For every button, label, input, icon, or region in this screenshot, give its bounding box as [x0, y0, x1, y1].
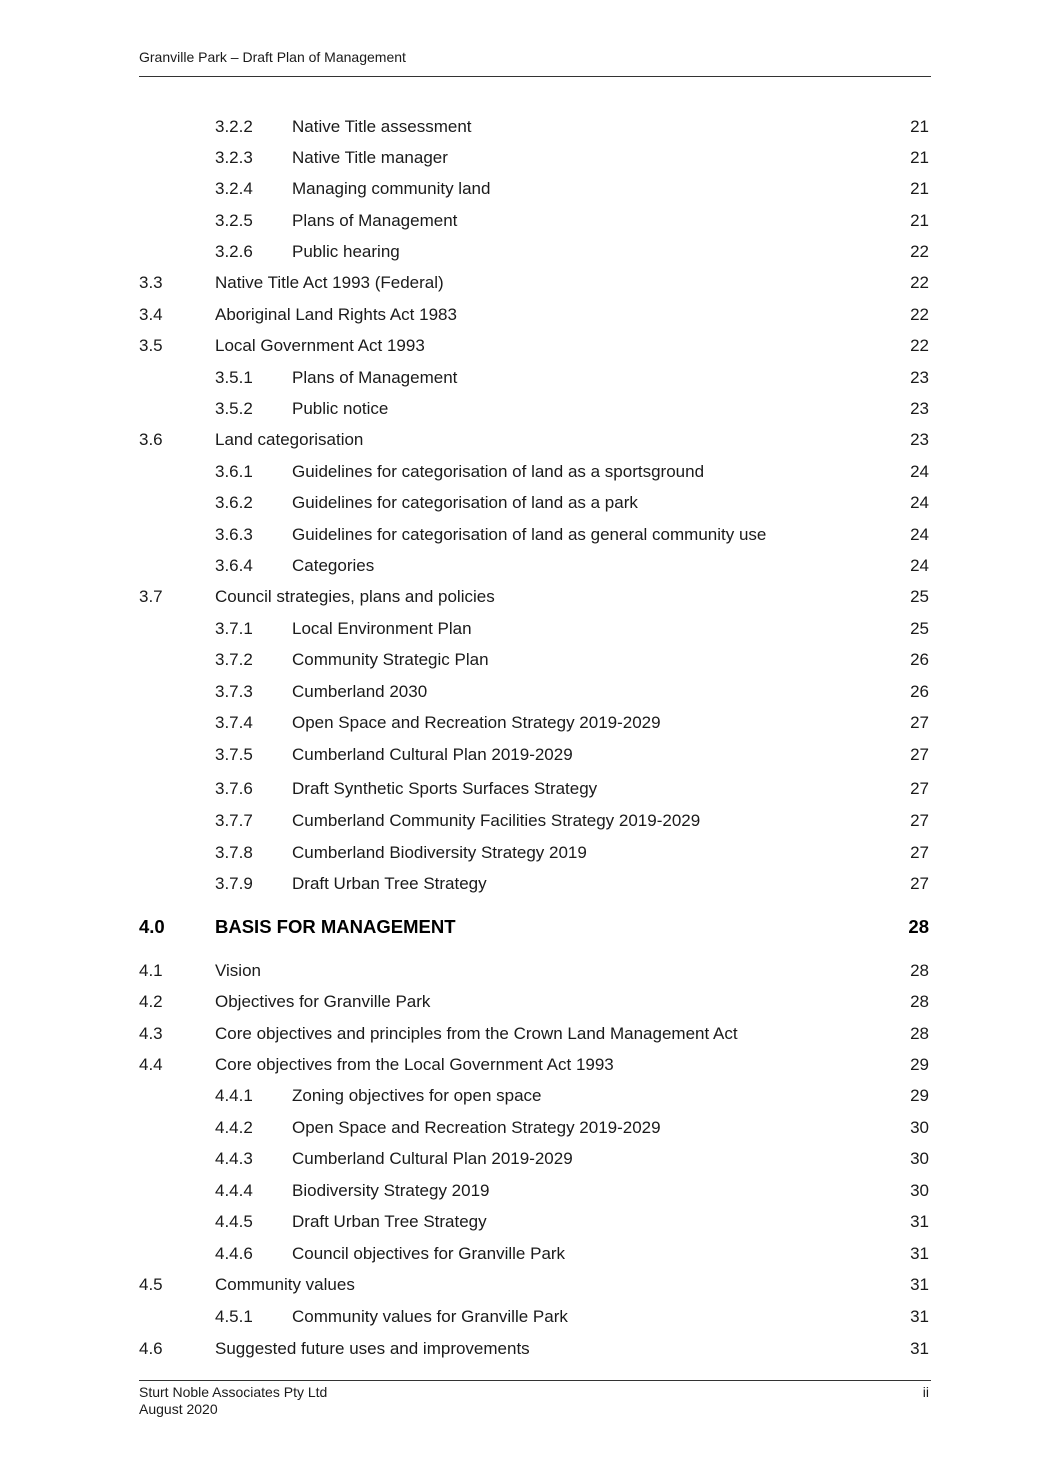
toc-entry[interactable] — [0, 711, 1041, 735]
toc-number: 3.3 — [139, 273, 163, 292]
toc-number: 4.0 — [139, 916, 165, 937]
toc-page: 31 — [910, 1244, 929, 1263]
toc-page: 30 — [910, 1181, 929, 1200]
toc-entry[interactable] — [0, 428, 1041, 452]
toc-number: 3.7.3 — [215, 682, 253, 701]
toc-title: Aboriginal Land Rights Act 1983 — [215, 305, 457, 324]
toc-entry[interactable] — [0, 841, 1041, 865]
toc-number: 4.4.3 — [215, 1149, 253, 1168]
toc-title: Core objectives and principles from the Crown Land Management Act — [215, 1024, 738, 1043]
toc-page: 21 — [910, 211, 929, 230]
toc-title: BASIS FOR MANAGEMENT — [215, 916, 456, 937]
running-header: Granville Park – Draft Plan of Management — [139, 49, 406, 65]
toc-entry[interactable] — [0, 1084, 1041, 1108]
toc-page: 31 — [910, 1339, 929, 1358]
toc-title: Guidelines for categorisation of land as a park — [292, 493, 638, 512]
toc-title: Native Title Act 1993 (Federal) — [215, 273, 444, 292]
toc-page: 27 — [910, 874, 929, 893]
toc-entry[interactable] — [0, 146, 1041, 170]
toc-page: 28 — [910, 961, 929, 980]
toc-number: 3.7.2 — [215, 650, 253, 669]
toc-number: 3.7 — [139, 587, 163, 606]
toc-entry[interactable] — [0, 366, 1041, 390]
toc-number: 3.7.7 — [215, 811, 253, 830]
toc-title: Managing community land — [292, 179, 491, 198]
toc-title: Zoning objectives for open space — [292, 1086, 542, 1105]
toc-title: Open Space and Recreation Strategy 2019-2029 — [292, 1118, 661, 1137]
toc-section-heading[interactable] — [0, 915, 1041, 939]
toc-entry[interactable] — [0, 809, 1041, 833]
toc-page: 23 — [910, 368, 929, 387]
toc-number: 3.2.6 — [215, 242, 253, 261]
toc-title: Council strategies, plans and policies — [215, 587, 495, 606]
toc-entry[interactable] — [0, 777, 1041, 801]
toc-number: 3.7.9 — [215, 874, 253, 893]
toc-page: 22 — [910, 273, 929, 292]
toc-title: Cumberland 2030 — [292, 682, 428, 701]
toc-entry[interactable] — [0, 460, 1041, 484]
toc-number: 3.7.5 — [215, 745, 253, 764]
toc-title: Categories — [292, 556, 375, 575]
toc-number: 3.2.5 — [215, 211, 253, 230]
toc-number: 4.3 — [139, 1024, 163, 1043]
toc-number: 3.2.3 — [215, 148, 253, 167]
toc-title: Biodiversity Strategy 2019 — [292, 1181, 490, 1200]
toc-title: Plans of Management — [292, 368, 458, 387]
toc-entry[interactable] — [0, 523, 1041, 547]
toc-entry[interactable] — [0, 585, 1041, 609]
toc-number: 4.1 — [139, 961, 163, 980]
toc-page: 25 — [910, 619, 929, 638]
toc-title: Native Title assessment — [292, 117, 472, 136]
toc-number: 4.4.1 — [215, 1086, 253, 1105]
toc-page: 31 — [910, 1212, 929, 1231]
toc-title: Guidelines for categorisation of land as a sportsground — [292, 462, 705, 481]
toc-title: Public notice — [292, 399, 389, 418]
toc-title: Local Environment Plan — [292, 619, 472, 638]
toc-number: 3.4 — [139, 305, 163, 324]
toc-number: 4.2 — [139, 992, 163, 1011]
toc-page: 31 — [910, 1275, 929, 1294]
toc-number: 4.4.2 — [215, 1118, 253, 1137]
toc-entry[interactable] — [0, 1179, 1041, 1203]
toc-number: 3.5.2 — [215, 399, 253, 418]
toc-entry[interactable] — [0, 554, 1041, 578]
toc-title: Vision — [215, 961, 261, 980]
toc-title: Cumberland Community Facilities Strategy 2019-2029 — [292, 811, 701, 830]
toc-page: 26 — [910, 650, 929, 669]
toc-entry[interactable] — [0, 491, 1041, 515]
toc-entry[interactable] — [0, 648, 1041, 672]
toc-title: Guidelines for categorisation of land as general community use — [292, 525, 767, 544]
toc-number: 3.6.3 — [215, 525, 253, 544]
toc-title: Public hearing — [292, 242, 400, 261]
toc-page: 25 — [910, 587, 929, 606]
toc-entry[interactable] — [0, 1305, 1041, 1329]
toc-number: 3.6.2 — [215, 493, 253, 512]
toc-entry[interactable] — [0, 115, 1041, 139]
toc-page: 31 — [910, 1307, 929, 1326]
toc-page: 23 — [910, 430, 929, 449]
toc-page: 28 — [910, 1024, 929, 1043]
toc-entry[interactable] — [0, 1022, 1041, 1046]
toc-title: Draft Urban Tree Strategy — [292, 874, 487, 893]
toc-title: Plans of Management — [292, 211, 458, 230]
toc-title: Community values for Granville Park — [292, 1307, 568, 1326]
toc-number: 4.5 — [139, 1275, 163, 1294]
footer-page-number: ii — [922, 1384, 929, 1400]
toc-number: 4.6 — [139, 1339, 163, 1358]
toc-title: Cumberland Cultural Plan 2019-2029 — [292, 745, 573, 764]
footer-info — [139, 1384, 327, 1418]
toc-entry[interactable] — [0, 1210, 1041, 1234]
toc-title: Community values — [215, 1275, 355, 1294]
toc-entry[interactable] — [0, 743, 1041, 767]
toc-number: 4.4.4 — [215, 1181, 253, 1200]
toc-number: 4.4.6 — [215, 1244, 253, 1263]
toc-entry[interactable] — [0, 1337, 1041, 1361]
toc-page: 27 — [910, 745, 929, 764]
toc-page: 27 — [910, 811, 929, 830]
toc-title: Community Strategic Plan — [292, 650, 489, 669]
toc-number: 3.7.4 — [215, 713, 253, 732]
footer-company: Sturt Noble Associates Pty Ltd — [139, 1384, 328, 1400]
toc-page: 29 — [910, 1055, 929, 1074]
toc-number: 3.7.8 — [215, 843, 253, 862]
toc-entry[interactable] — [0, 1242, 1041, 1266]
toc-page: 27 — [910, 713, 929, 732]
toc-number: 3.2.2 — [215, 117, 253, 136]
toc-page: 30 — [910, 1149, 929, 1168]
toc-number: 3.7.1 — [215, 619, 253, 638]
toc-entry[interactable] — [0, 990, 1041, 1014]
toc-page: 22 — [910, 242, 929, 261]
footer-rule — [139, 1380, 931, 1381]
toc-page: 21 — [910, 148, 929, 167]
toc-title: Draft Urban Tree Strategy — [292, 1212, 487, 1231]
toc-number: 3.7.6 — [215, 779, 253, 798]
toc-page: 23 — [910, 399, 929, 418]
toc-number: 3.6.4 — [215, 556, 253, 575]
toc-title: Draft Synthetic Sports Surfaces Strategy — [292, 779, 598, 798]
toc-entry[interactable] — [0, 303, 1041, 327]
toc-page: 22 — [910, 336, 929, 355]
toc-title: Suggested future uses and improvements — [215, 1339, 530, 1358]
footer-date: August 2020 — [139, 1401, 218, 1417]
toc-number: 4.4 — [139, 1055, 163, 1074]
toc-title: Local Government Act 1993 — [215, 336, 425, 355]
toc-title: Native Title manager — [292, 148, 448, 167]
toc-number: 3.6 — [139, 430, 163, 449]
toc-title: Cumberland Cultural Plan 2019-2029 — [292, 1149, 573, 1168]
toc-page: 22 — [910, 305, 929, 324]
toc-page: 29 — [910, 1086, 929, 1105]
toc-title: Objectives for Granville Park — [215, 992, 431, 1011]
toc-title: Open Space and Recreation Strategy 2019-2029 — [292, 713, 661, 732]
toc-page: 27 — [910, 779, 929, 798]
toc-entry[interactable] — [0, 1147, 1041, 1171]
toc-entry[interactable] — [0, 334, 1041, 358]
toc-entry[interactable] — [0, 397, 1041, 421]
header-rule — [139, 76, 931, 77]
toc-page: 24 — [910, 525, 929, 544]
toc-number: 4.5.1 — [215, 1307, 253, 1326]
toc-entry[interactable] — [0, 240, 1041, 264]
toc-page: 24 — [910, 556, 929, 575]
toc-number: 3.6.1 — [215, 462, 253, 481]
toc-page: 24 — [910, 493, 929, 512]
toc-page: 24 — [910, 462, 929, 481]
toc-page: 28 — [910, 992, 929, 1011]
toc-title: Council objectives for Granville Park — [292, 1244, 566, 1263]
toc-page: 26 — [910, 682, 929, 701]
toc-title: Land categorisation — [215, 430, 364, 449]
toc-page: 28 — [908, 916, 929, 937]
toc-page: 30 — [910, 1118, 929, 1137]
toc-page: 21 — [910, 179, 929, 198]
toc-entry[interactable] — [0, 209, 1041, 233]
toc-page: 21 — [910, 117, 929, 136]
toc-entry[interactable] — [0, 1273, 1041, 1297]
toc-entry[interactable] — [0, 872, 1041, 896]
toc-page: 27 — [910, 843, 929, 862]
toc-number: 3.5 — [139, 336, 163, 355]
toc-number: 3.5.1 — [215, 368, 253, 387]
toc-title: Core objectives from the Local Government Act 1993 — [215, 1055, 614, 1074]
toc-number: 4.4.5 — [215, 1212, 253, 1231]
toc-entry[interactable] — [0, 271, 1041, 295]
toc-title: Cumberland Biodiversity Strategy 2019 — [292, 843, 587, 862]
toc-entry[interactable] — [0, 1053, 1041, 1077]
toc-entry[interactable] — [0, 959, 1041, 983]
toc-entry[interactable] — [0, 1116, 1041, 1140]
toc-entry[interactable] — [0, 680, 1041, 704]
toc-number: 3.2.4 — [215, 179, 253, 198]
toc-entry[interactable] — [0, 617, 1041, 641]
toc-entry[interactable] — [0, 177, 1041, 201]
